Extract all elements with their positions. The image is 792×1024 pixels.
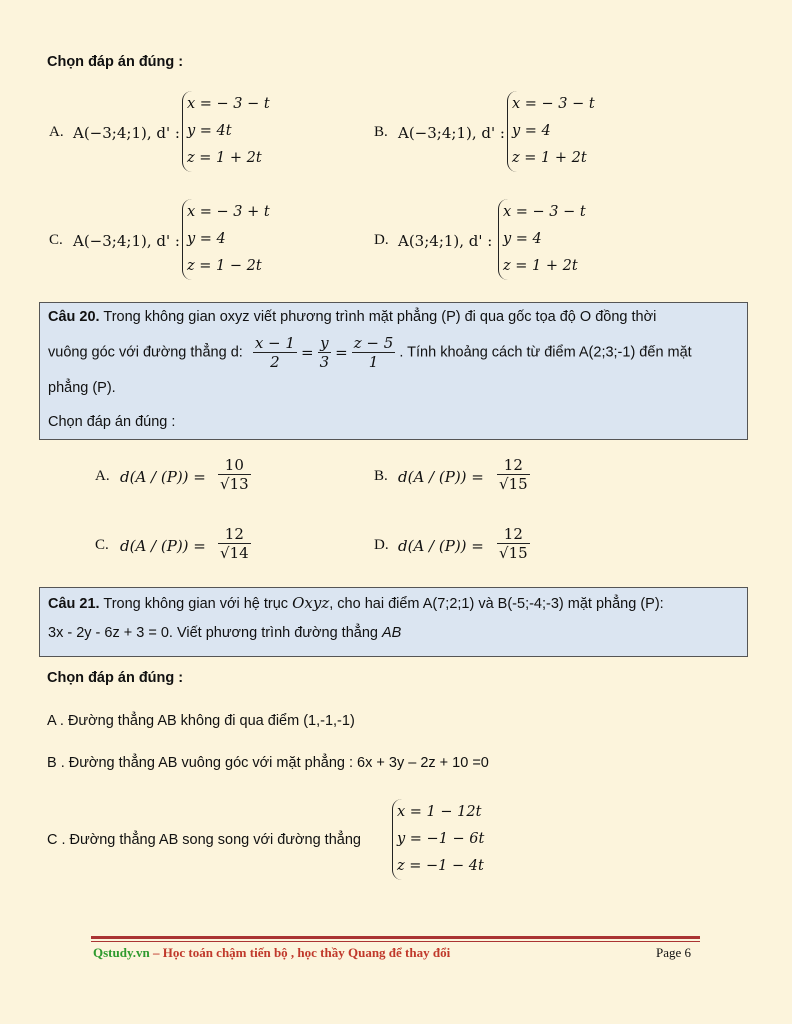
option-label: C.	[49, 232, 63, 248]
option-expression: d(A / (P)) =	[398, 468, 484, 486]
question-number: Câu 20.	[48, 309, 100, 325]
equals-sign: =	[300, 343, 314, 362]
question-20-line3: phẳng (P).	[48, 380, 116, 396]
footer-text	[93, 945, 450, 961]
option-label: A.	[95, 468, 110, 484]
option-point: A(−3;4;1), d' :	[73, 124, 180, 142]
option-text: C . Đường thẳng AB song song với đường thẳng	[47, 832, 361, 848]
option-label: D.	[374, 232, 389, 248]
option-expression: d(A / (P)) =	[398, 537, 484, 555]
option-expression: d(A / (P)) =	[120, 537, 206, 555]
footer-site-link[interactable]: Qstudy.vn	[93, 945, 150, 960]
answer-prompt: Chọn đáp án đúng :	[47, 670, 184, 686]
fraction-distance: $\frac{12}{√15}$	[499, 456, 528, 493]
footer-divider	[91, 936, 700, 939]
option-expression: d(A / (P)) =	[120, 468, 206, 486]
question-21-box	[39, 587, 748, 657]
answer-prompt: Chọn đáp án đúng :	[48, 414, 176, 430]
question-21-line1	[48, 594, 664, 612]
equation-system: x = − 3 + t y = 4 z = 1 − 2t	[182, 199, 270, 280]
fraction-distance: $\frac{12}{√14}$	[220, 525, 249, 562]
fraction-z: $\frac{z - 5}{1}$	[353, 334, 394, 371]
option-label: B.	[374, 468, 388, 484]
question-text: , cho hai điểm A(7;2;1) và B(-5;-4;-3) mặt phẳng (P):	[329, 596, 664, 612]
coordinate-system: Oxyz	[292, 594, 330, 612]
line-ab: AB	[382, 625, 402, 641]
option-label: B.	[374, 124, 388, 140]
fraction-distance: $\frac{10}{√13}$	[220, 456, 249, 493]
equation-system: x = 1 − 12t y = −1 − 6t z = −1 − 4t	[392, 799, 484, 880]
option-a-q21[interactable]: A . Đường thẳng AB không đi qua điểm (1,-1,-1)	[47, 713, 355, 729]
page-number: Page 6	[656, 945, 692, 960]
footer-divider-thin	[91, 941, 700, 942]
question-number: Câu 21.	[48, 596, 100, 612]
question-20-line1	[48, 309, 656, 325]
option-point: A(−3;4;1), d' :	[398, 124, 505, 142]
option-b-q21[interactable]: B . Đường thẳng AB vuông góc với mặt phẳng : 6x + 3y – 2z + 10 =0	[47, 755, 489, 771]
option-point: A(−3;4;1), d' :	[73, 232, 180, 250]
question-text: vuông góc với đường thẳng d:	[48, 344, 243, 361]
fraction-x: $\frac{x - 1}{2}$	[254, 334, 295, 371]
question-text: . Tính khoảng cách từ điểm A(2;3;-1) đến mặt	[399, 344, 692, 361]
option-label: A.	[49, 124, 64, 140]
question-20-box	[39, 302, 748, 440]
question-text: Trong không gian oxyz viết phương trình mặt phẳng (P) đi qua gốc tọa độ O đồng thời	[103, 309, 657, 325]
fraction-distance: $\frac{12}{√15}$	[499, 525, 528, 562]
equals-sign: =	[335, 343, 348, 362]
option-label: C.	[95, 537, 109, 553]
option-point: A(3;4;1), d' :	[398, 232, 493, 250]
equation-system: x = − 3 − t y = 4 z = 1 + 2t	[507, 91, 595, 172]
fraction-y: $\frac{y}{3}$	[319, 334, 330, 371]
question-text: 3x - 2y - 6z + 3 = 0. Viết phương trình đường thẳng	[48, 625, 378, 641]
answer-prompt: Chọn đáp án đúng :	[47, 54, 184, 70]
question-text: Trong không gian với hệ trục	[103, 596, 289, 612]
equation-system: x = − 3 − t y = 4 z = 1 + 2t	[498, 199, 586, 280]
question-21-line2	[48, 625, 401, 641]
equation-system: x = − 3 − t y = 4t z = 1 + 2t	[182, 91, 270, 172]
footer-slogan: – Học toán chậm tiến bộ , học thầy Quang để thay đổi	[149, 945, 451, 960]
question-20-line2	[48, 334, 692, 371]
option-label: D.	[374, 537, 389, 553]
